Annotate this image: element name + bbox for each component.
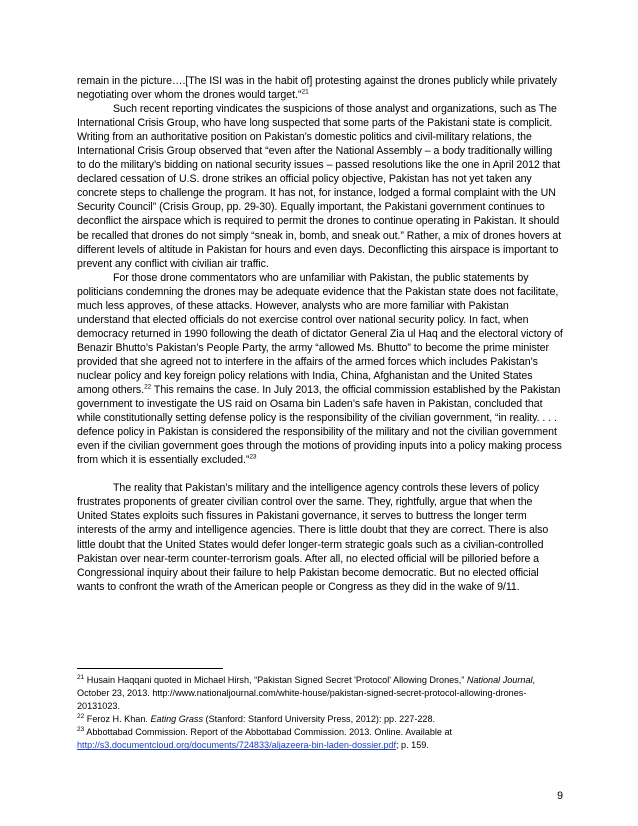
footnote-ref-23[interactable]: 23 [249,453,257,461]
footnote-23 [77,726,563,752]
paragraph-3 [77,271,563,468]
footnote-22-book-title: Eating Grass [150,714,204,725]
footnote-23-text-a: Abbottabad Commission. Report of the Abbottabad Commission. 2013. Online. Available at [84,727,453,738]
footnotes [77,674,563,753]
footnote-21-text-a: Husain Haqqani quoted in Michael Hirsh, “Pakistan Signed Secret 'Protocol' Allowing Drones,” [84,675,467,685]
paragraph-3-text-a: For those drone commentators who are unfamiliar with Pakistan, the public statements by politicians condemning the drones may be adequate evidence that the Pakistan state does not facilitate, much less approves, of these attacks. However, analysts who are more familiar with Pakistan understand that elected officials do not exercise control over national security policy. In fact, when democracy returned in 1990 following the death of dictator General Zia ul Haq and the electoral victory of Benazir Bhutto’s Pakistan’s People Party, the army “allowed Ms. Bhutto” to become the prime minister provided that she agreed not to interfere in the affairs of the armed forces which includes Pakistan’s nuclear policy and key foreign policy relations with India, China, Afghanistan and the United States among others. [77,271,563,397]
paragraph-1 [77,74,563,102]
paragraph-3-text-b: This remains the case. In July 2013, the official commission established by the Pakistan government to investigate the US raid on Osama bin Laden’s safe haven in Pakistan, concluded that while constitutionally setting defense policy is the responsibility of the civilian government, “in reality. . . . defence policy in Pakistan is considered the responsibility of the military and not the civilian government even if the civilian government goes through the motions of providing inputs into a policy making process from which it is essentially excluded.” [77,384,562,467]
footnote-ref-22[interactable]: 22 [144,383,152,391]
footnote-number-23: 23 [77,726,85,734]
footnote-22 [77,713,563,726]
footnote-separator [77,668,223,669]
footnote-21-journal: National Journal [466,675,533,685]
footnote-ref-21[interactable]: 21 [301,88,309,96]
footnote-21-text-b: , October 23, 2013. http://www.nationaljournal.com/white-house/pakistan-signed-secret-protocol-allowing-drones-20131023. [77,675,536,712]
footnote-21 [77,674,563,713]
footnote-22-text-a: Feroz H. Khan. [84,714,151,725]
paragraph-1-text: remain in the picture….[The ISI was in the habit of] protesting against the drones publicly while privately negotiating over whom the drones would target." [77,75,557,102]
footnote-number-22: 22 [77,713,85,721]
paragraph-4: The reality that Pakistan’s military and the intelligence agency controls these levers of policy frustrates proponents of greater civilian control over the same. They, rightfully, argue that when the United States exploits such fissures in Pakistani governance, it serves to buttress the longer term interests of the army and intelligence agencies. There is little doubt that they are correct. There is also little doubt that the United States would defer longer-term strategic goals such as a civilian-controlled Pakistan over near-term counter-terrorism goals. After all, no elected official will be pilloried before a Congressional inquiry about their failure to help Pakistan become democratic. But no elected official wants to confront the wrath of the American people or Congress as they did in the wake of 9/11. [77,482,549,593]
footnote-22-text-b: (Stanford: Stanford University Press, 2012): pp. 227-228. [203,714,436,725]
footnote-number-21: 21 [77,673,85,681]
footnote-23-link[interactable]: http://s3.documentcloud.org/documents/724833/aljazeera-bin-laden-dossier.pdf [77,740,396,751]
paragraph-2: Such recent reporting vindicates the suspicions of those analyst and organizations, such as The International Crisis Group, who have long suspected that some parts of the Pakistani state is complicit. Writing from an authoritative position on Pakistan’s domestic politics and civil-military relations, the International Crisis Group observed that “even after the National Assembly – a body traditionally willing to do the military’s bidding on national security issues – passed resolutions like the one in April 2012 that declared cessation of U.S. drone strikes an official policy objective, Pakistan has not yet taken any concrete steps to challenge the program. It has not, for instance, lodged a formal complaint with the UN Security Council” (Crisis Group, pp. 29-30). Equally important, the Pakistani government continues to deconflict the airspace which is required to permit the drones to continue operating in Pakistan. It should be recalled that drones do not simply “sneak in, bomb, and sneak out.” Rather, a mix of drones hovers at different levels of altitude in Pakistan for hours and even days. Deconflicting this airspace is important to prevent any conflict with civilian air traffic. [77,103,562,270]
footnote-23-text-b: ; p. 159. [396,740,429,751]
page-number: 9 [557,790,563,802]
body-text [77,74,563,594]
